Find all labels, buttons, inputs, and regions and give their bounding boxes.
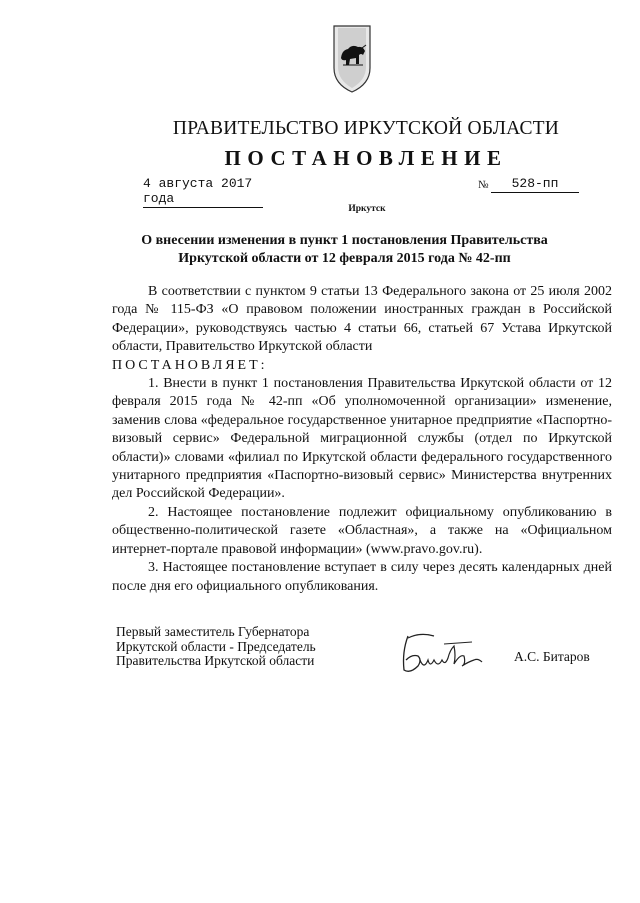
document-body bbox=[112, 283, 612, 596]
number-sign: № bbox=[478, 179, 489, 191]
document-type: ПОСТАНОВЛЕНИЕ bbox=[224, 146, 508, 170]
subject-line: О внесении изменения в пункт 1 постановления Правительства bbox=[141, 233, 548, 248]
clause-2: 2. Настоящее постановление подлежит официальному опубликованию в общественно-политической газете «Областная», а также на «Официальном интернет-портале правовой информации» (www.pravo.gov.ru). bbox=[112, 504, 612, 557]
subject-line: Иркутской области от 12 февраля 2015 года № 42-пп bbox=[178, 251, 511, 266]
document-date: 4 августа 2017 года bbox=[143, 176, 263, 208]
preamble-paragraph: В соответствии с пунктом 9 статьи 13 Федерального закона от 25 июля 2002 года № 115-ФЗ «О правовом положении иностранных граждан в Российской Федерации», руководствуясь частью 4 статьи 66, статьей 67 Устава Иркутской области, Правительство Иркутской области bbox=[112, 284, 612, 355]
signer-position-line: Правительства Иркутской области bbox=[116, 653, 315, 668]
city-label: Иркутск bbox=[348, 204, 386, 214]
clause-1: 1. Внести в пункт 1 постановления Правительства Иркутской области от 12 февраля 2015 года № 42-пп «Об уполномоченной организации» изменение, заменив слова «федеральное государственное унитарное предприятие «Паспортно-визовый сервис» Федеральной миграционной службы (отдел по Иркутской области)» словами «филиал по Иркутской области федерального государственного унитарного предприятия «Паспортно-визовый сервис» Министерства внутренних дел Российской Федерации». bbox=[112, 376, 612, 502]
signer-name: А.С. Битаров bbox=[514, 649, 590, 664]
signer-position-line: Первый заместитель Губернатора bbox=[116, 624, 310, 639]
clause-3: 3. Настоящее постановление вступает в силу через десять календарных дней после дня его официального опубликования. bbox=[112, 560, 612, 594]
signer-position-line: Иркутской области - Председатель bbox=[116, 638, 316, 654]
signer-position bbox=[116, 625, 356, 669]
document-subject bbox=[112, 232, 577, 268]
handwritten-signature bbox=[398, 630, 490, 676]
resolves-heading: ПОСТАНОВЛЯЕТ: bbox=[112, 357, 268, 373]
document-number: 528-пп bbox=[491, 176, 579, 193]
government-title: ПРАВИТЕЛЬСТВО ИРКУТСКОЙ ОБЛАСТИ bbox=[172, 118, 560, 139]
coat-of-arms-icon bbox=[332, 22, 372, 94]
